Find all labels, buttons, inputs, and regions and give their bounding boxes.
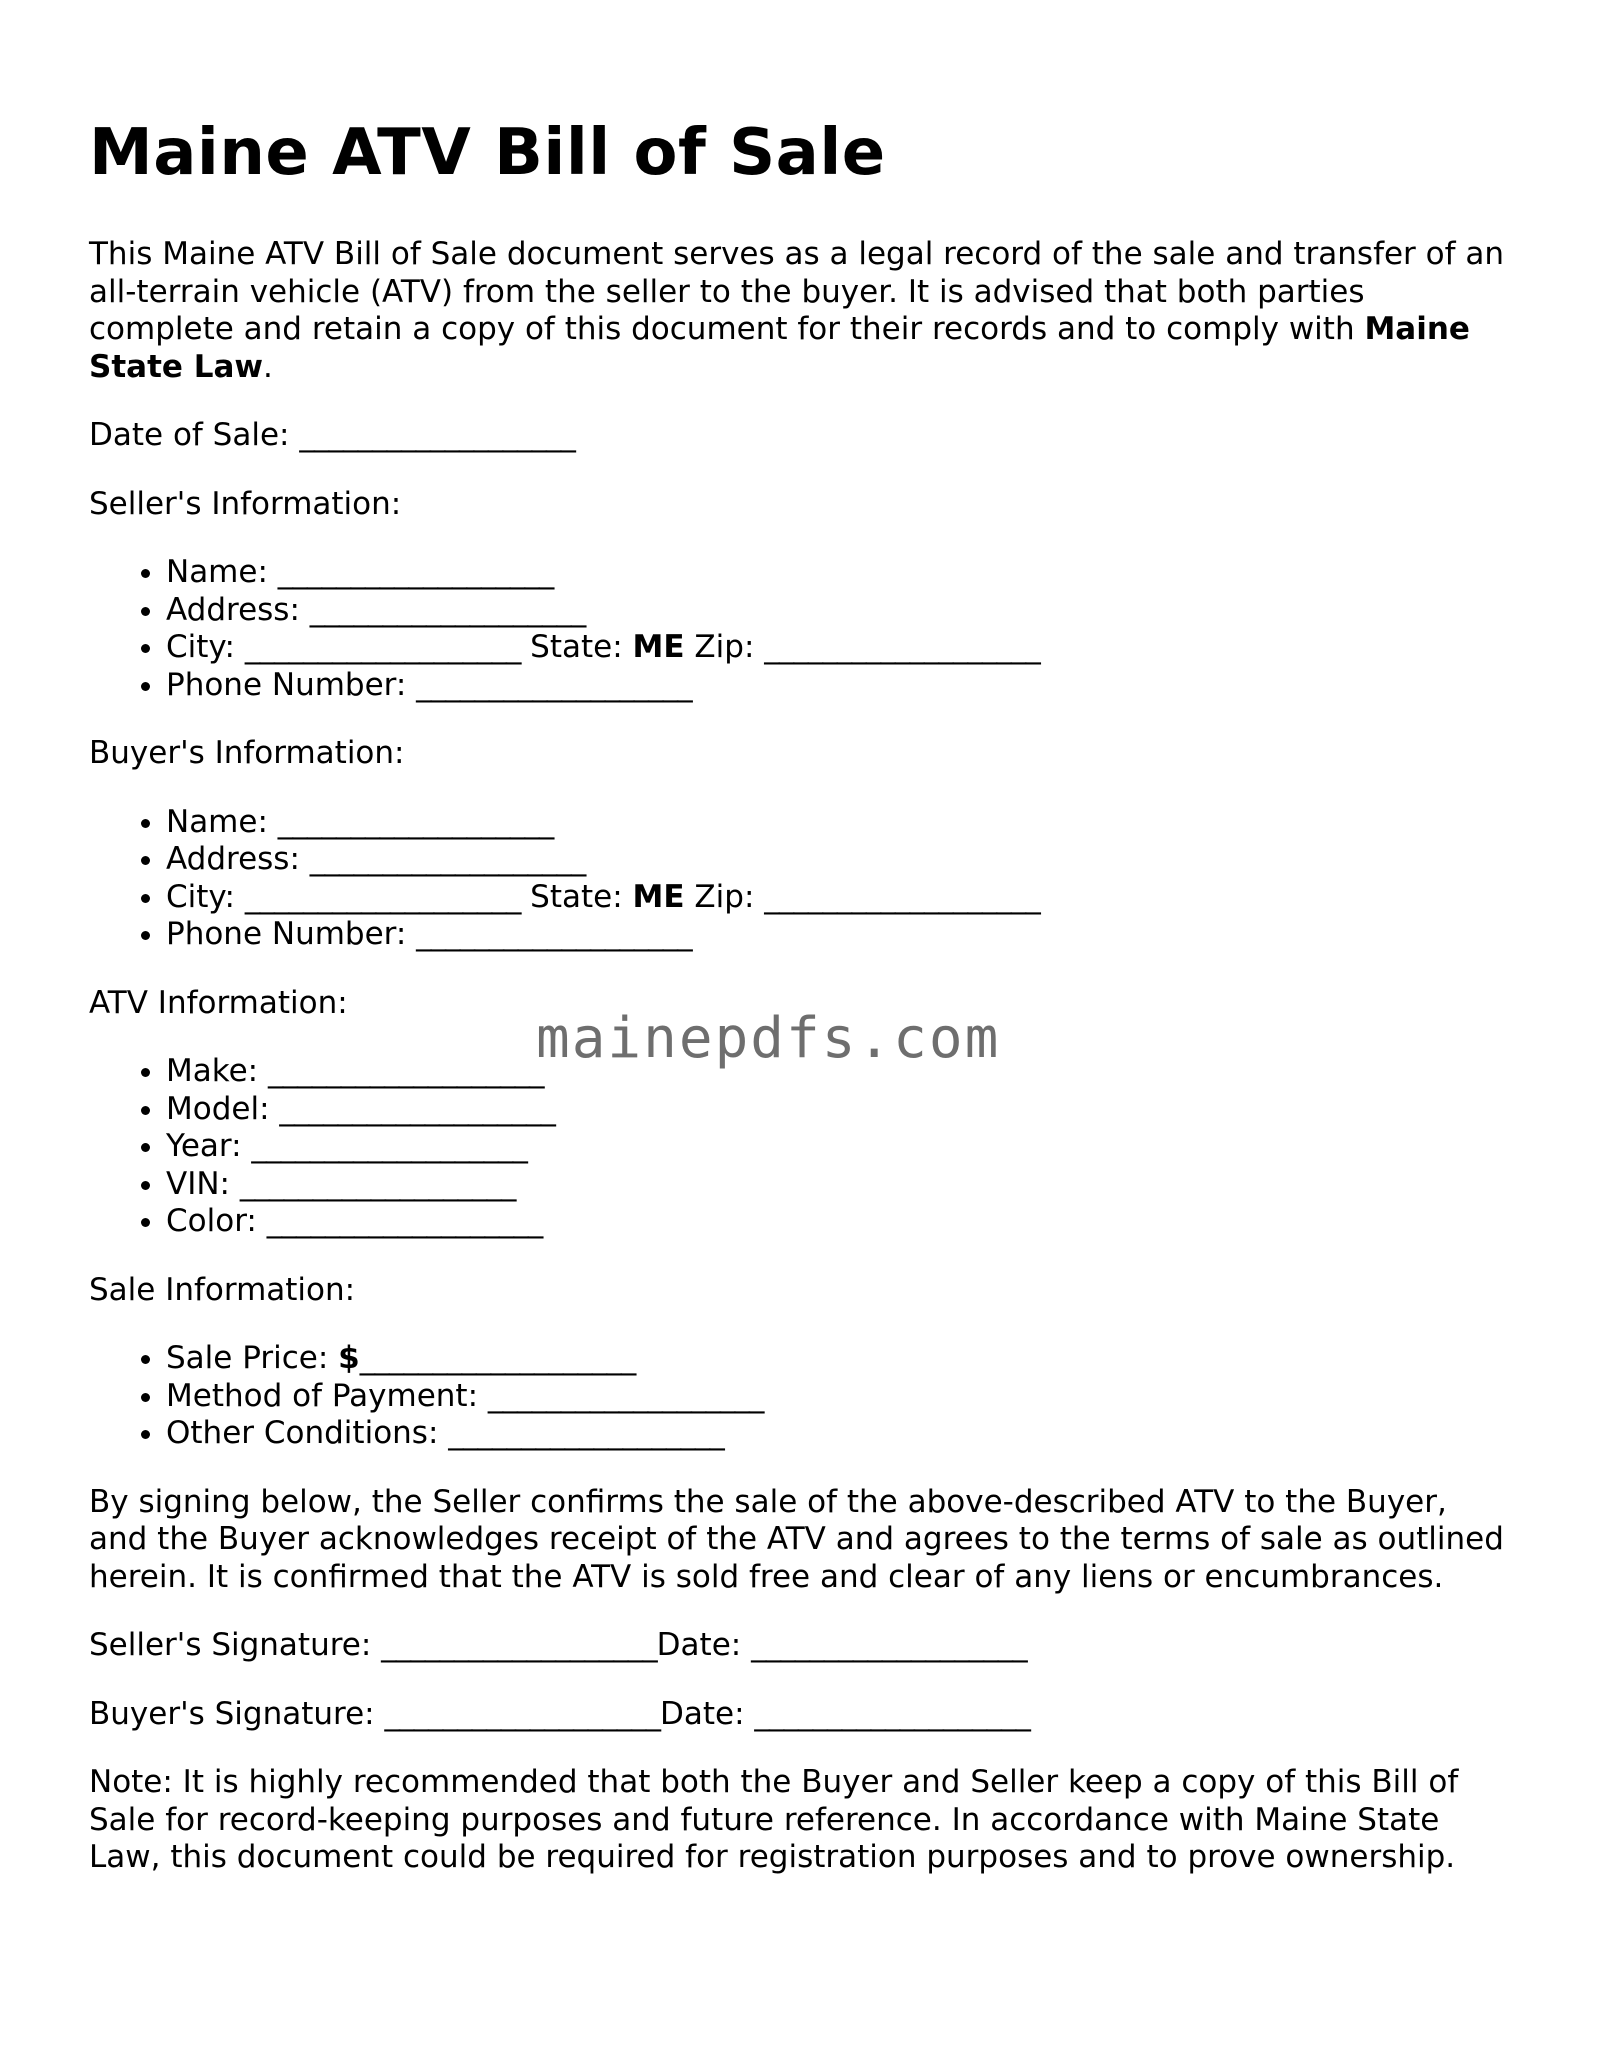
seller-heading: Seller's Information: <box>89 485 402 522</box>
atv-model-blank[interactable]: ___________________ <box>279 1090 555 1127</box>
seller-signature-line: Seller's Signature: ___________________Date: ___________________ <box>89 1627 1027 1663</box>
watermark: mainepdfs.com <box>536 1006 1001 1071</box>
date-of-sale-blank[interactable]: ___________________ <box>299 417 575 453</box>
atv-make-blank[interactable]: ___________________ <box>267 1053 544 1089</box>
atv-vin-field: • VIN: ___________________ <box>166 1166 1509 1204</box>
atv-color-blank[interactable]: ___________________ <box>266 1203 543 1239</box>
buyer-address-blank[interactable]: ___________________ <box>309 841 586 877</box>
other-conditions-blank[interactable]: ___________________ <box>448 1415 724 1451</box>
buyer-heading: Buyer's Information: <box>89 735 405 771</box>
buyer-phone-blank[interactable]: ___________________ <box>416 916 692 952</box>
seller-list <box>89 554 1509 704</box>
note-paragraph: Note: It is highly recommended that both the Buyer and Seller keep a copy of this Bill of Sale for record-keeping purposes and future reference. In accordance with Maine State Law, this document could be required for registration purposes and to prove ownership. <box>89 1764 1459 1875</box>
seller-signature-blank[interactable]: ___________________ <box>381 1627 657 1663</box>
atv-list <box>89 1053 1509 1241</box>
payment-method-blank[interactable]: ___________________ <box>487 1377 764 1414</box>
sale-price-blank[interactable]: ___________________ <box>359 1340 636 1376</box>
atv-make-field: • Make: ___________________ <box>166 1053 1509 1091</box>
buyer-name-field: • Name: ___________________ <box>166 804 1509 842</box>
date-of-sale-field: Date of Sale: ___________________ <box>89 417 575 453</box>
seller-phone-field: • Phone Number: ___________________ <box>166 667 1509 705</box>
buyer-date-blank[interactable]: ___________________ <box>754 1695 1030 1732</box>
other-conditions-field: • Other Conditions: ___________________ <box>166 1415 1509 1453</box>
sale-price-field: • Sale Price: $___________________ <box>166 1340 1509 1378</box>
intro-bold-law: Maine State Law <box>89 311 1470 385</box>
currency-symbol: $ <box>338 1340 360 1376</box>
buyer-phone-field: • Phone Number: ___________________ <box>166 916 1509 954</box>
buyer-name-blank[interactable]: ___________________ <box>277 803 554 840</box>
atv-year-blank[interactable]: ___________________ <box>251 1128 527 1164</box>
document-page <box>89 108 1509 1877</box>
atv-year-field: • Year: ___________________ <box>166 1128 1509 1166</box>
seller-address-blank[interactable]: ___________________ <box>309 591 586 628</box>
buyer-city-blank[interactable]: ___________________ <box>244 878 521 915</box>
seller-name-blank[interactable]: ___________________ <box>277 554 554 590</box>
buyer-list <box>89 804 1509 954</box>
seller-city-state-zip-field: • City: ___________________ State: ME Zip: ___________________ <box>166 629 1509 667</box>
intro-paragraph: This Maine ATV Bill of Sale document serves as a legal record of the sale and transfer of an all-terrain vehicle (ATV) from the seller to the buyer. It is advised that both parties complete and retain a copy of this document for their records and to comply with Maine State Law. <box>89 236 1505 385</box>
seller-address-field: • Address: ___________________ <box>166 592 1509 630</box>
atv-color-field: • Color: ___________________ <box>166 1203 1509 1241</box>
atv-model-field: • Model: ___________________ <box>166 1091 1509 1129</box>
buyer-signature-blank[interactable]: ___________________ <box>384 1695 660 1732</box>
buyer-city-state-zip-field: • City: ___________________ State: ME Zip: ___________________ <box>166 879 1509 917</box>
seller-phone-blank[interactable]: ___________________ <box>416 666 692 703</box>
intro-text: This Maine ATV Bill of Sale document serves as a legal record of the sale and transfer of an all-terrain vehicle (ATV) from the seller to the buyer. It is advised that both parties complete and retain a copy of this document for their records and to comply with <box>89 236 1505 347</box>
seller-zip-blank[interactable]: ___________________ <box>764 629 1040 665</box>
buyer-address-field: • Address: ___________________ <box>166 841 1509 879</box>
buyer-state-value: ME <box>632 878 685 915</box>
buyer-zip-blank[interactable]: ___________________ <box>764 878 1040 915</box>
seller-date-blank[interactable]: ___________________ <box>751 1627 1027 1663</box>
atv-heading: ATV Information: <box>89 984 348 1021</box>
seller-name-field: • Name: ___________________ <box>166 554 1509 592</box>
seller-state-value: ME <box>632 629 685 665</box>
confirmation-paragraph: By signing below, the Seller confirms the sale of the above-described ATV to the Buyer, and the Buyer acknowledges receipt of the ATV and agrees to the terms of sale as outlined herein. It is confirmed that the ATV is sold free and clear of any liens or encumbrances. <box>89 1483 1504 1595</box>
page-title: Maine ATV Bill of Sale <box>89 116 886 190</box>
atv-vin-blank[interactable]: ___________________ <box>239 1165 516 1202</box>
payment-method-field: • Method of Payment: ___________________ <box>166 1378 1509 1416</box>
seller-city-blank[interactable]: ___________________ <box>244 629 521 665</box>
sale-heading: Sale Information: <box>89 1271 356 1308</box>
buyer-signature-line: Buyer's Signature: ___________________Date: ___________________ <box>89 1695 1030 1732</box>
sale-list <box>89 1340 1509 1453</box>
